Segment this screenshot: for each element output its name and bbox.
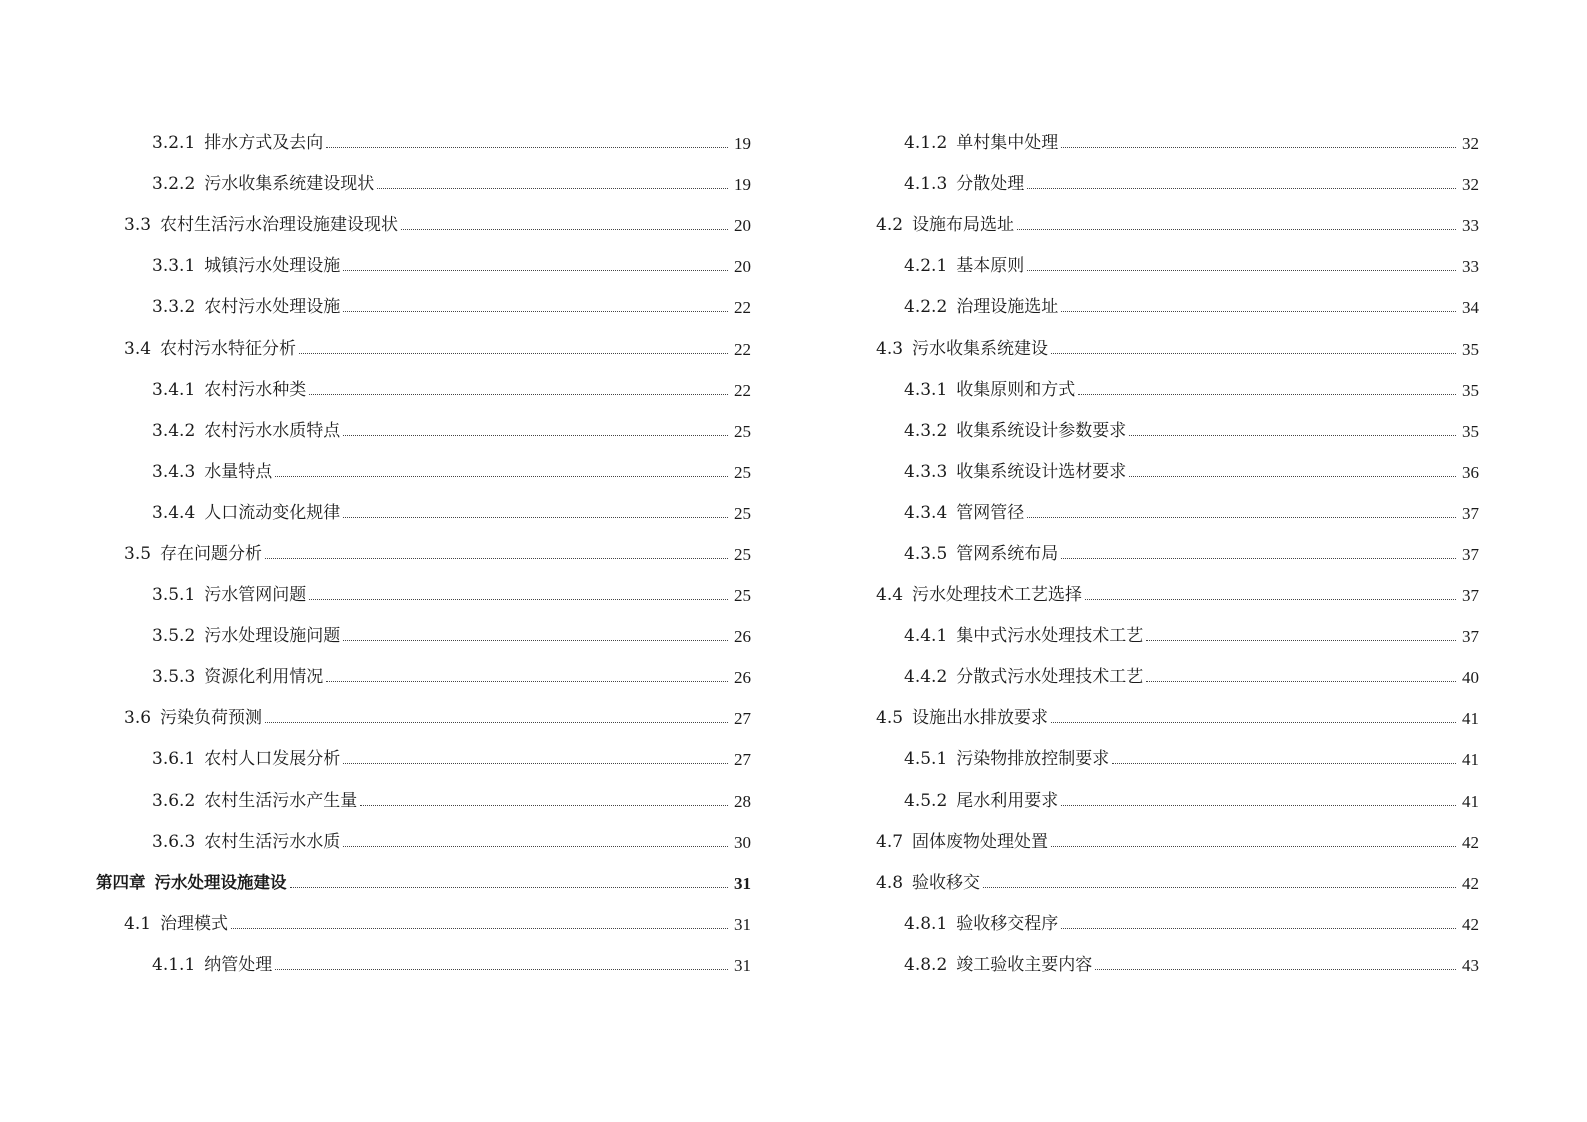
toc-entry-number: 3.4 bbox=[124, 338, 152, 359]
toc-leader-dots bbox=[1061, 805, 1456, 806]
toc-entry-title: 水量特点 bbox=[204, 461, 273, 482]
toc-entry-3-4-4[interactable] bbox=[96, 493, 751, 534]
toc-entry-number: 4.8.2 bbox=[904, 954, 948, 975]
toc-entry-3-5[interactable] bbox=[96, 534, 751, 575]
toc-entry-第四章[interactable] bbox=[96, 863, 751, 904]
toc-entry-4-3-1[interactable] bbox=[848, 370, 1479, 411]
toc-entry-4-3-4[interactable] bbox=[848, 493, 1479, 534]
toc-entry-number: 3.3 bbox=[124, 215, 152, 236]
toc-leader-dots bbox=[983, 887, 1456, 888]
toc-leader-dots bbox=[1061, 147, 1456, 148]
toc-entry-title: 农村污水特征分析 bbox=[160, 338, 297, 359]
toc-entry-4-3-3[interactable] bbox=[848, 452, 1479, 493]
toc-entry-3-6-1[interactable] bbox=[96, 739, 751, 780]
toc-entry-title: 人口流动变化规律 bbox=[204, 502, 341, 523]
toc-entry-number: 3.5.1 bbox=[152, 585, 196, 606]
toc-leader-dots bbox=[265, 558, 728, 559]
toc-leader-dots bbox=[1085, 599, 1456, 600]
toc-entry-page: 32 bbox=[1462, 134, 1479, 154]
toc-entry-4-3[interactable] bbox=[848, 328, 1479, 369]
toc-leader-dots bbox=[275, 969, 728, 970]
toc-entry-4-5-1[interactable] bbox=[848, 739, 1479, 780]
toc-entry-4-8-2[interactable] bbox=[848, 945, 1479, 986]
toc-entry-page: 22 bbox=[734, 339, 751, 359]
toc-entry-title: 农村人口发展分析 bbox=[204, 749, 341, 770]
toc-entry-title: 设施布局选址 bbox=[912, 215, 1015, 236]
toc-entry-number: 4.2.1 bbox=[904, 256, 948, 277]
toc-entry-title: 验收移交 bbox=[912, 872, 981, 893]
toc-entry-page: 20 bbox=[734, 257, 751, 277]
toc-entry-title: 固体废物处理处置 bbox=[912, 831, 1049, 852]
toc-entry-page: 25 bbox=[734, 586, 751, 606]
toc-entry-title: 农村生活污水水质 bbox=[204, 831, 341, 852]
toc-entry-page: 19 bbox=[734, 134, 751, 154]
toc-entry-title: 集中式污水处理技术工艺 bbox=[956, 626, 1144, 647]
toc-entry-page: 41 bbox=[1462, 750, 1479, 770]
toc-entry-number: 4.2 bbox=[876, 215, 904, 236]
toc-entry-title: 污水收集系统建设现状 bbox=[204, 174, 375, 195]
toc-entry-page: 27 bbox=[734, 709, 751, 729]
toc-leader-dots bbox=[1146, 640, 1456, 641]
toc-entry-number: 4.8 bbox=[876, 872, 904, 893]
toc-entry-3-5-3[interactable] bbox=[96, 657, 751, 698]
toc-entry-number: 3.5.2 bbox=[152, 626, 196, 647]
toc-entry-title: 农村生活污水治理设施建设现状 bbox=[160, 215, 399, 236]
toc-entry-page: 22 bbox=[734, 298, 751, 318]
toc-entry-4-1-1[interactable] bbox=[96, 945, 751, 986]
toc-entry-3-4-1[interactable] bbox=[96, 370, 751, 411]
toc-entry-number: 4.5.1 bbox=[904, 749, 948, 770]
toc-entry-number: 4.3.5 bbox=[904, 543, 948, 564]
toc-entry-number: 4.3 bbox=[876, 338, 904, 359]
toc-entry-4-5-2[interactable] bbox=[848, 781, 1479, 822]
toc-leader-dots bbox=[1061, 311, 1456, 312]
toc-entry-page: 33 bbox=[1462, 257, 1479, 277]
toc-entry-3-4-3[interactable] bbox=[96, 452, 751, 493]
toc-leader-dots bbox=[299, 353, 728, 354]
toc-entry-title: 农村污水水质特点 bbox=[204, 420, 341, 441]
toc-entry-title: 农村生活污水产生量 bbox=[204, 790, 358, 811]
toc-entry-title: 收集原则和方式 bbox=[956, 379, 1076, 400]
toc-entry-3-2-2[interactable] bbox=[96, 164, 751, 205]
toc-entry-page: 42 bbox=[1462, 832, 1479, 852]
toc-leader-dots bbox=[377, 188, 728, 189]
toc-entry-title: 收集系统设计参数要求 bbox=[956, 420, 1127, 441]
toc-entry-3-3-1[interactable] bbox=[96, 246, 751, 287]
toc-entry-number: 4.4 bbox=[876, 585, 904, 606]
toc-entry-3-6-2[interactable] bbox=[96, 781, 751, 822]
toc-entry-page: 35 bbox=[1462, 421, 1479, 441]
toc-leader-dots bbox=[343, 311, 728, 312]
toc-entry-page: 25 bbox=[734, 503, 751, 523]
toc-entry-page: 19 bbox=[734, 175, 751, 195]
toc-entry-number: 4.4.1 bbox=[904, 626, 948, 647]
toc-leader-dots bbox=[1061, 558, 1456, 559]
toc-leader-dots bbox=[326, 147, 728, 148]
toc-entry-page: 41 bbox=[1462, 709, 1479, 729]
toc-entry-3-5-1[interactable] bbox=[96, 575, 751, 616]
toc-entry-4-2-1[interactable] bbox=[848, 246, 1479, 287]
toc-entry-title: 污染物排放控制要求 bbox=[956, 749, 1110, 770]
toc-entry-page: 40 bbox=[1462, 668, 1479, 688]
toc-entry-title: 污水处理技术工艺选择 bbox=[912, 585, 1083, 606]
toc-entry-number: 3.3.1 bbox=[152, 256, 196, 277]
toc-entry-title: 基本原则 bbox=[956, 256, 1025, 277]
toc-entry-3-5-2[interactable] bbox=[96, 616, 751, 657]
toc-entry-page: 37 bbox=[1462, 627, 1479, 647]
toc-entry-number: 4.2.2 bbox=[904, 297, 948, 318]
toc-leader-dots bbox=[275, 476, 728, 477]
toc-entry-title: 排水方式及去向 bbox=[204, 133, 324, 154]
toc-entry-4-7[interactable] bbox=[848, 822, 1479, 863]
toc-leader-dots bbox=[1061, 928, 1456, 929]
toc-leader-dots bbox=[1051, 722, 1456, 723]
toc-entry-title: 治理设施选址 bbox=[956, 297, 1059, 318]
toc-entry-title: 污水管网问题 bbox=[204, 585, 307, 606]
toc-leader-dots bbox=[401, 229, 728, 230]
toc-entry-number: 3.6.2 bbox=[152, 790, 196, 811]
toc-entry-title: 污水处理设施问题 bbox=[204, 626, 341, 647]
toc-entry-page: 26 bbox=[734, 668, 751, 688]
toc-entry-3-3-2[interactable] bbox=[96, 287, 751, 328]
toc-entry-title: 污水收集系统建设 bbox=[912, 338, 1049, 359]
toc-entry-page: 26 bbox=[734, 627, 751, 647]
toc-entry-title: 设施出水排放要求 bbox=[912, 708, 1049, 729]
toc-entry-page: 30 bbox=[734, 832, 751, 852]
toc-entry-title: 收集系统设计选材要求 bbox=[956, 461, 1127, 482]
toc-entry-4-1[interactable] bbox=[96, 904, 751, 945]
toc-leader-dots bbox=[343, 270, 728, 271]
toc-entry-number: 3.3.2 bbox=[152, 297, 196, 318]
toc-entry-title: 污染负荷预测 bbox=[160, 708, 263, 729]
toc-entry-title: 验收移交程序 bbox=[956, 913, 1059, 934]
toc-entry-number: 4.1.3 bbox=[904, 174, 948, 195]
toc-leader-dots bbox=[309, 599, 728, 600]
toc-leader-dots bbox=[1051, 846, 1456, 847]
toc-entry-number: 3.5.3 bbox=[152, 667, 196, 688]
toc-entry-3-4-2[interactable] bbox=[96, 411, 751, 452]
toc-leader-dots bbox=[343, 435, 728, 436]
toc-entry-number: 4.3.3 bbox=[904, 461, 948, 482]
toc-entry-title: 竣工验收主要内容 bbox=[956, 954, 1093, 975]
toc-entry-title: 单村集中处理 bbox=[956, 133, 1059, 154]
toc-entry-number: 4.3.4 bbox=[904, 502, 948, 523]
toc-entry-title: 存在问题分析 bbox=[160, 543, 263, 564]
toc-entry-page: 25 bbox=[734, 544, 751, 564]
toc-entry-page: 27 bbox=[734, 750, 751, 770]
toc-entry-4-8-1[interactable] bbox=[848, 904, 1479, 945]
toc-entry-4-1-3[interactable] bbox=[848, 164, 1479, 205]
toc-entry-title: 污水处理设施建设 bbox=[154, 872, 287, 892]
toc-entry-4-2-2[interactable] bbox=[848, 287, 1479, 328]
toc-left-column bbox=[96, 123, 751, 986]
toc-leader-dots bbox=[1112, 763, 1456, 764]
toc-leader-dots bbox=[1129, 476, 1456, 477]
toc-leader-dots bbox=[231, 928, 728, 929]
toc-entry-page: 25 bbox=[734, 462, 751, 482]
toc-entry-number: 3.6.3 bbox=[152, 831, 196, 852]
toc-leader-dots bbox=[343, 517, 728, 518]
toc-entry-3-3[interactable] bbox=[96, 205, 751, 246]
toc-leader-dots bbox=[1027, 517, 1456, 518]
toc-entry-title: 分散式污水处理技术工艺 bbox=[956, 667, 1144, 688]
toc-entry-number: 4.3.1 bbox=[904, 379, 948, 400]
toc-entry-page: 43 bbox=[1462, 955, 1479, 975]
toc-entry-page: 20 bbox=[734, 216, 751, 236]
toc-entry-4-2[interactable] bbox=[848, 205, 1479, 246]
toc-entry-4-3-2[interactable] bbox=[848, 411, 1479, 452]
toc-leader-dots bbox=[1146, 681, 1456, 682]
toc-entry-page: 25 bbox=[734, 421, 751, 441]
toc-leader-dots bbox=[343, 640, 728, 641]
toc-entry-page: 28 bbox=[734, 791, 751, 811]
toc-entry-page: 42 bbox=[1462, 873, 1479, 893]
toc-entry-title: 管网系统布局 bbox=[956, 543, 1059, 564]
toc-leader-dots bbox=[1027, 270, 1456, 271]
toc-entry-page: 37 bbox=[1462, 544, 1479, 564]
toc-leader-dots bbox=[343, 763, 728, 764]
toc-entry-4-4[interactable] bbox=[848, 575, 1479, 616]
toc-entry-number: 3.5 bbox=[124, 543, 152, 564]
toc-entry-number: 4.3.2 bbox=[904, 420, 948, 441]
toc-entry-page: 31 bbox=[734, 955, 751, 975]
toc-entry-number: 第四章 bbox=[96, 872, 146, 892]
toc-entry-number: 4.8.1 bbox=[904, 913, 948, 934]
toc-entry-page: 34 bbox=[1462, 298, 1479, 318]
toc-entry-title: 资源化利用情况 bbox=[204, 667, 324, 688]
toc-entry-page: 35 bbox=[1462, 380, 1479, 400]
toc-leader-dots bbox=[326, 681, 728, 682]
toc-entry-page: 42 bbox=[1462, 914, 1479, 934]
toc-entry-4-5[interactable] bbox=[848, 698, 1479, 739]
toc-entry-page: 31 bbox=[734, 914, 751, 934]
toc-entry-number: 3.2.2 bbox=[152, 174, 196, 195]
toc-entry-page: 32 bbox=[1462, 175, 1479, 195]
toc-entry-number: 4.4.2 bbox=[904, 667, 948, 688]
toc-entry-number: 3.4.2 bbox=[152, 420, 196, 441]
toc-entry-number: 4.5 bbox=[876, 708, 904, 729]
toc-entry-title: 纳管处理 bbox=[204, 954, 273, 975]
toc-entry-title: 农村污水种类 bbox=[204, 379, 307, 400]
toc-entry-page: 36 bbox=[1462, 462, 1479, 482]
toc-entry-number: 4.7 bbox=[876, 831, 904, 852]
toc-entry-title: 治理模式 bbox=[160, 913, 229, 934]
toc-right-column bbox=[848, 123, 1479, 986]
toc-entry-number: 4.5.2 bbox=[904, 790, 948, 811]
toc-entry-page: 31 bbox=[734, 873, 751, 893]
toc-entry-number: 4.1 bbox=[124, 913, 152, 934]
toc-leader-dots bbox=[290, 887, 729, 888]
toc-entry-title: 农村污水处理设施 bbox=[204, 297, 341, 318]
toc-entry-number: 3.6.1 bbox=[152, 749, 196, 770]
toc-entry-3-4[interactable] bbox=[96, 328, 751, 369]
toc-entry-3-2-1[interactable] bbox=[96, 123, 751, 164]
toc-leader-dots bbox=[1078, 394, 1456, 395]
toc-entry-page: 33 bbox=[1462, 216, 1479, 236]
toc-leader-dots bbox=[1017, 229, 1456, 230]
toc-entry-page: 35 bbox=[1462, 339, 1479, 359]
toc-entry-4-8[interactable] bbox=[848, 863, 1479, 904]
toc-entry-page: 37 bbox=[1462, 503, 1479, 523]
toc-entry-3-6-3[interactable] bbox=[96, 822, 751, 863]
toc-entry-4-4-1[interactable] bbox=[848, 616, 1479, 657]
toc-entry-number: 3.4.1 bbox=[152, 379, 196, 400]
toc-entry-number: 4.1.1 bbox=[152, 954, 196, 975]
toc-leader-dots bbox=[343, 846, 728, 847]
toc-leader-dots bbox=[360, 805, 728, 806]
toc-entry-4-1-2[interactable] bbox=[848, 123, 1479, 164]
toc-leader-dots bbox=[1095, 969, 1456, 970]
toc-entry-title: 城镇污水处理设施 bbox=[204, 256, 341, 277]
toc-entry-page: 37 bbox=[1462, 586, 1479, 606]
toc-leader-dots bbox=[1051, 353, 1456, 354]
toc-entry-4-3-5[interactable] bbox=[848, 534, 1479, 575]
toc-entry-page: 41 bbox=[1462, 791, 1479, 811]
toc-entry-title: 分散处理 bbox=[956, 174, 1025, 195]
toc-leader-dots bbox=[265, 722, 728, 723]
toc-entry-number: 3.4.3 bbox=[152, 461, 196, 482]
toc-leader-dots bbox=[1129, 435, 1456, 436]
toc-entry-number: 3.6 bbox=[124, 708, 152, 729]
toc-entry-3-6[interactable] bbox=[96, 698, 751, 739]
toc-entry-number: 3.4.4 bbox=[152, 502, 196, 523]
toc-entry-number: 3.2.1 bbox=[152, 133, 196, 154]
toc-entry-4-4-2[interactable] bbox=[848, 657, 1479, 698]
toc-entry-title: 尾水利用要求 bbox=[956, 790, 1059, 811]
toc-entry-number: 4.1.2 bbox=[904, 133, 948, 154]
toc-entry-title: 管网管径 bbox=[956, 502, 1025, 523]
toc-leader-dots bbox=[1027, 188, 1456, 189]
toc-entry-page: 22 bbox=[734, 380, 751, 400]
toc-leader-dots bbox=[309, 394, 728, 395]
